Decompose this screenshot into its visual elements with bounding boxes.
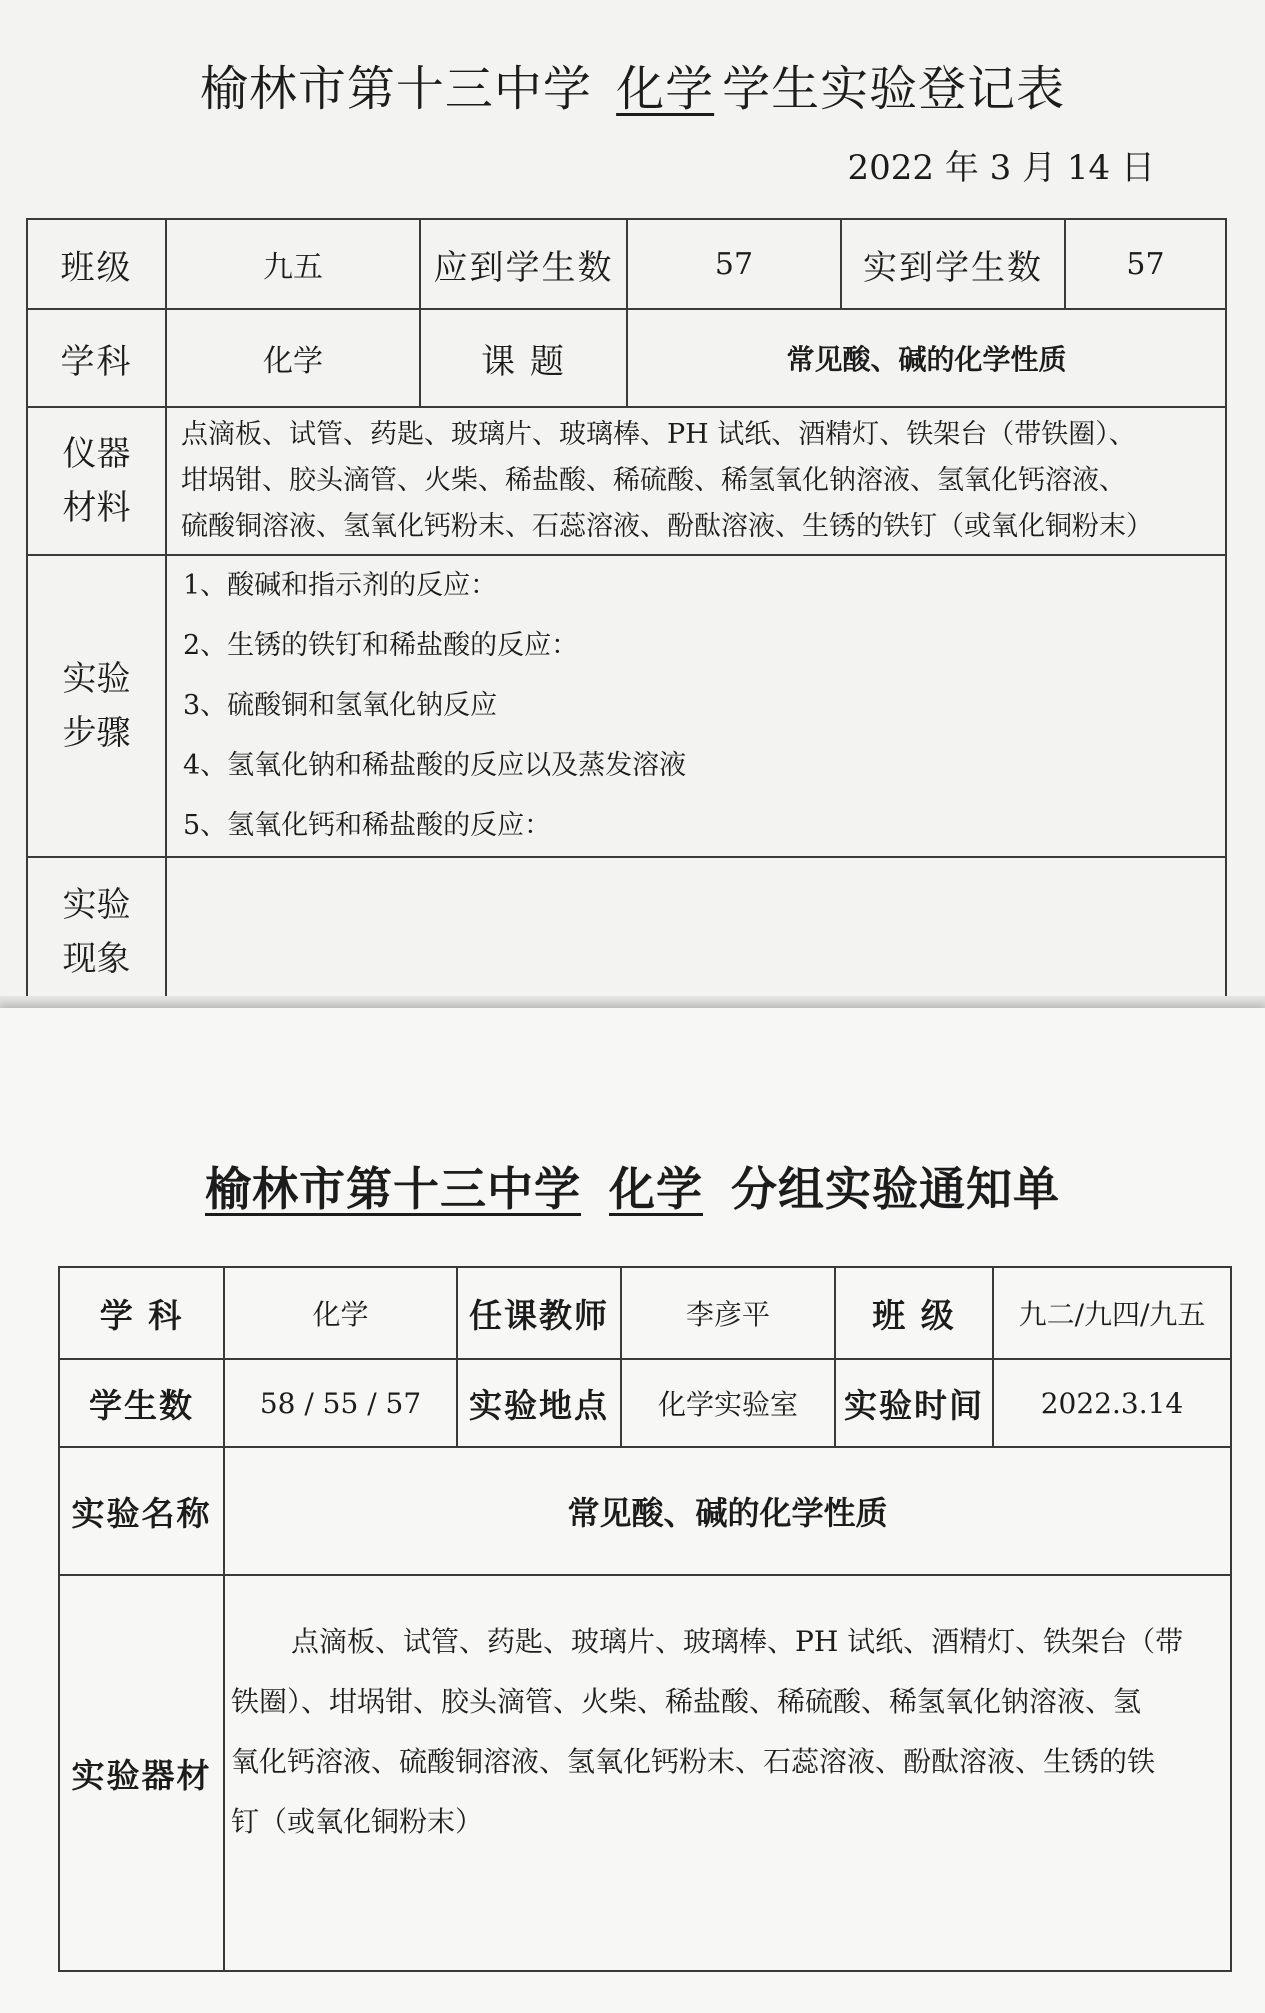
register-row-materials [27, 407, 1226, 555]
label-expected: 应到学生数 [420, 219, 627, 309]
label-materials-line1: 仪器 [62, 434, 131, 474]
label-materials [27, 407, 166, 555]
notice-label-students: 学生数 [59, 1359, 224, 1447]
materials-line: 点滴板、试管、药匙、玻璃片、玻璃棒、PH 试纸、酒精灯、铁架台（带铁圈）、 [181, 419, 1136, 450]
value-actual: 57 [1065, 219, 1226, 309]
label-phenomena-line2: 现象 [62, 939, 131, 979]
notice-label-name: 实验名称 [59, 1447, 224, 1575]
notice-row-subject [59, 1267, 1231, 1359]
materials-list [166, 407, 1226, 555]
value-expected: 57 [627, 219, 841, 309]
label-steps-line2: 步骤 [62, 713, 131, 753]
equipment-line: 钉（或氧化铜粉末） [231, 1805, 484, 1838]
equipment-line-text: 点滴板、试管、药匙、玻璃片、玻璃棒、PH 试纸、酒精灯、铁架台（带 [291, 1625, 1184, 1658]
label-phenomena-line1: 实验 [62, 885, 131, 925]
register-title-prefix: 榆林市第十三中学 [199, 61, 592, 117]
register-title-subject: 化学 [616, 61, 715, 117]
register-row-steps [27, 555, 1226, 857]
equipment-line [231, 1612, 1224, 1672]
label-topic: 课 题 [420, 309, 627, 407]
label-materials-line2: 材料 [62, 488, 131, 528]
register-title [0, 50, 1265, 119]
materials-line: 硫酸铜溶液、氢氧化钙粉末、石蕊溶液、酚酞溶液、生锈的铁钉（或氧化铜粉末） [181, 511, 1153, 542]
notice-value-subject: 化学 [224, 1267, 457, 1359]
step-item: 3、硫酸铜和氢氧化钠反应 [183, 690, 498, 721]
step-item: 1、酸碱和指示剂的反应： [183, 570, 498, 601]
value-subject: 化学 [166, 309, 420, 407]
notice-label-equipment: 实验器材 [59, 1575, 224, 1971]
notice-value-name: 常见酸、碱的化学性质 [224, 1447, 1231, 1575]
register-title-suffix: 学生实验登记表 [722, 61, 1066, 117]
register-row-subject [27, 309, 1226, 407]
label-phenomena [27, 857, 166, 1007]
notice-equipment-list [224, 1575, 1231, 1971]
notice-value-location: 化学实验室 [621, 1359, 835, 1447]
value-class: 九五 [166, 219, 420, 309]
notice-table [58, 1266, 1232, 1972]
phenomena-cell [166, 857, 1226, 1007]
label-subject: 学科 [27, 309, 166, 407]
step-item: 2、生锈的铁钉和稀盐酸的反应： [183, 630, 579, 661]
register-row-phenomena [27, 857, 1226, 1007]
steps-list [166, 555, 1226, 857]
equipment-line: 铁圈）、坩埚钳、胶头滴管、火柴、稀盐酸、稀硫酸、稀氢氧化钠溶液、氢 [231, 1685, 1142, 1718]
step-item: 5、氢氧化钙和稀盐酸的反应： [183, 810, 552, 841]
notice-label-location: 实验地点 [457, 1359, 621, 1447]
notice-value-students: 58 / 55 / 57 [224, 1359, 457, 1447]
notice-value-teacher: 李彦平 [621, 1267, 835, 1359]
notice-label-subject: 学 科 [59, 1267, 224, 1359]
notice-title-prefix: 榆林市第十三中学 [205, 1162, 581, 1216]
label-steps [27, 555, 166, 857]
notice-title [0, 1153, 1265, 1219]
label-steps-line1: 实验 [62, 659, 131, 699]
materials-line: 坩埚钳、胶头滴管、火柴、稀盐酸、稀硫酸、稀氢氧化钠溶液、氢氧化钙溶液、 [181, 465, 1126, 496]
notice-label-teacher: 任课教师 [457, 1267, 621, 1359]
notice-label-time: 实验时间 [835, 1359, 993, 1447]
notice-label-class: 班 级 [835, 1267, 993, 1359]
value-topic: 常见酸、碱的化学性质 [627, 309, 1226, 407]
register-date: 2022 年 3 月 14 日 [847, 148, 1155, 188]
label-actual: 实到学生数 [841, 219, 1065, 309]
notice-row-students [59, 1359, 1231, 1447]
notice-value-time: 2022.3.14 [993, 1359, 1231, 1447]
notice-title-suffix: 分组实验通知单 [731, 1162, 1060, 1216]
equipment-line: 氧化钙溶液、硫酸铜溶液、氢氧化钙粉末、石蕊溶液、酚酞溶液、生锈的铁 [231, 1745, 1156, 1778]
notice-value-class: 九二/九四/九五 [993, 1267, 1231, 1359]
notice-title-subject: 化学 [609, 1162, 703, 1216]
register-table [26, 218, 1227, 1008]
step-item: 4、氢氧化钠和稀盐酸的反应以及蒸发溶液 [183, 750, 687, 781]
register-row-class [27, 219, 1226, 309]
notice-row-equipment [59, 1575, 1231, 1971]
notice-row-name [59, 1447, 1231, 1575]
label-class: 班级 [27, 219, 166, 309]
